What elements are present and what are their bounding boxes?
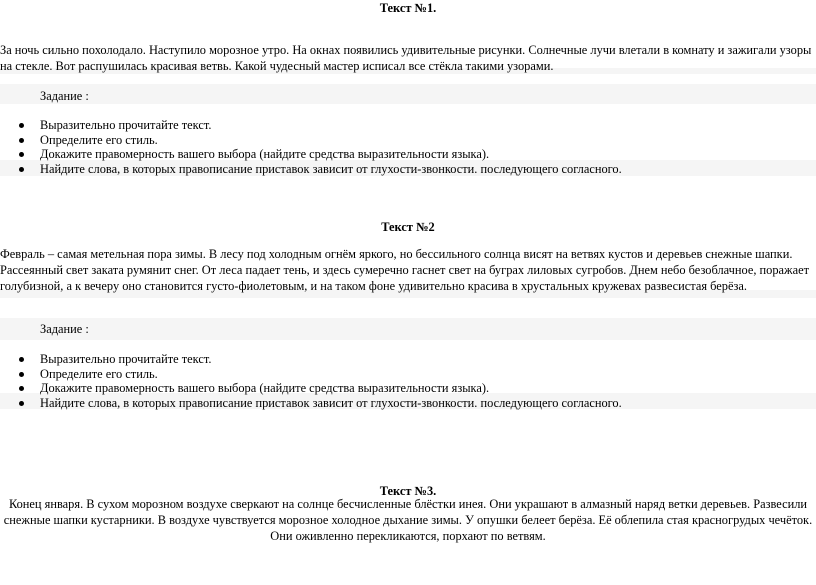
bullet-icon — [19, 357, 24, 362]
task-text: Найдите слова, в которых правописание приставок зависит от глухости-звонкости. последующего согласного. — [40, 161, 622, 176]
list-item — [0, 147, 622, 162]
task-text: Найдите слова, в которых правописание приставок зависит от глухости-звонкости. последующего согласного. — [40, 395, 622, 410]
task-text: Определите его стиль. — [40, 132, 158, 147]
highlight-band — [0, 84, 816, 104]
bullet-icon — [19, 386, 24, 391]
task-text: Докажите правомерность вашего выбора (найдите средства выразительности языка). — [40, 147, 490, 161]
bullet-icon — [19, 167, 24, 172]
list-item — [0, 367, 622, 382]
list-item — [0, 133, 622, 148]
bullet-icon — [19, 401, 24, 406]
text2-task-label: Задание : — [40, 322, 89, 336]
list-item — [0, 396, 622, 411]
text3-paragraph: Конец января. В сухом морозном воздухе сверкают на солнце бесчисленные блёстки инея. Они украшают в алмазный наряд ветки деревьев. Развесили снежные шапки кустарники. В воздухе чувствуется морозное холодное дыхание зимы. У опушки белеет берёза. Её облепила стая красногрудых чечёток. Они оживленно перекликаются, порхают по ветвям. — [3, 497, 813, 543]
text2-title: Текст №2 — [381, 220, 435, 234]
text3-title: Текст №3. — [379, 484, 437, 498]
task-text: Докажите правомерность вашего выбора (найдите средства выразительности языка). — [40, 381, 490, 395]
list-item — [0, 118, 622, 133]
list-item — [0, 381, 622, 396]
text2-task-list — [0, 352, 622, 410]
bullet-icon — [19, 152, 24, 157]
task-text: Выразительно прочитайте текст. — [40, 118, 212, 132]
text1-paragraph: За ночь сильно похолодало. Наступило морозное утро. На окнах появились удивительные рисунки. Солнечные лучи влетали в комнату и зажигали узоры на стекле. Вот распушилась красивая ветвь. Какой чудесный мастер исписал все стёкла такими узорами. — [0, 43, 812, 73]
text1-task-list — [0, 118, 622, 176]
bullet-icon — [19, 123, 24, 128]
highlight-band — [0, 318, 816, 340]
bullet-icon — [19, 372, 24, 377]
bullet-icon — [19, 138, 24, 143]
task-text: Выразительно прочитайте текст. — [40, 352, 212, 366]
list-item — [0, 352, 622, 367]
list-item — [0, 162, 622, 177]
text1-title: Текст №1. — [379, 1, 437, 15]
task-text: Определите его стиль. — [40, 366, 158, 381]
text2-paragraph: Февраль – самая метельная пора зимы. В лесу под холодным огнём яркого, но бессильного солнца висят на ветвях кустов и деревьев снежные шапки. Рассеянный свет заката румянит снег. От леса падает тень, и здесь сумеречно гаснет свет на буграх лиловых сугробов. Днем небо безоблачное, поражает голубизной, а к вечеру оно становится густо-фиолетовым, и на таком фоне удивительно красива в хрустальных кружевах развесистая берёза. — [0, 247, 810, 293]
text1-task-label: Задание : — [40, 89, 89, 103]
